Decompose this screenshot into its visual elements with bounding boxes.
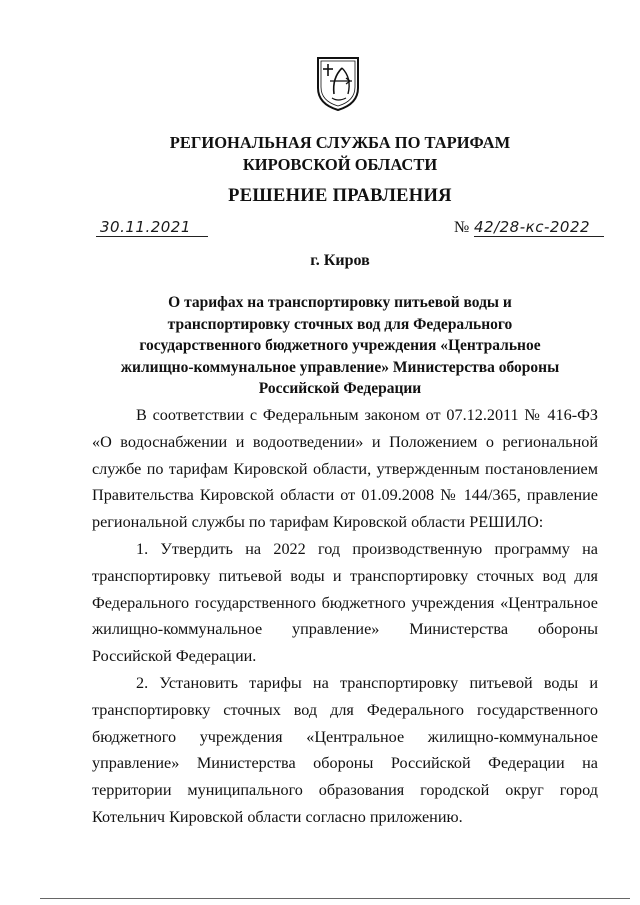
document-date-value: 30.11.2021 [100,218,191,236]
city: г. Киров [310,252,370,269]
number-underline [474,236,604,237]
coat-of-arms-icon [312,54,364,112]
document-type: РЕШЕНИЕ ПРАВЛЕНИЯ [228,186,452,206]
organization-name-line2: КИРОВСКОЙ ОБЛАСТИ [242,155,438,174]
number-sign: № [454,219,470,236]
item-1-paragraph: 1. Утвердить на 2022 год производственную программу на транспортировку питьевой воды и транспортировку сточных вод для Федерального государственного бюджетного учреждения «Центральное жилищно-коммунальное управление» Министерства обороны Российской Федерации. [92,539,598,666]
date-underline [96,236,208,237]
organization-name [80,132,600,176]
document-date [96,218,208,240]
document-number [454,218,604,240]
preamble-paragraph: В соответствии с Федеральным законом от 07.12.2011 № 416-ФЗ «О водоснабжении и водоотведении» и Положением о региональной службе по тарифам Кировской области, утвержденным постановлением Правительства Кировской области от 01.09.2008 № 144/365, правление региональной службы по тарифам Кировской области РЕШИЛО: [92,406,598,532]
document-number-value: 42/28-кс-2022 [474,218,591,236]
document-subject: О тарифах на транспортировку питьевой воды и транспортировку сточных вод для Федерального государственного бюджетного учреждения «Центральное жилищно-коммунальное управление» Министерства обороны Российской Федерации [120,294,560,397]
item-2-paragraph: 2. Установить тарифы на транспортировку питьевой воды и транспортировку сточных вод для Федерального государственного бюджетного учреждения «Центральное жилищно-коммунальное управление» Министерства обороны Российской Федерации на территории муниципального образования городской округ город Котельнич Кировской области согласно приложению. [92,673,598,826]
page-bottom-edge [40,898,630,899]
organization-name-line1: РЕГИОНАЛЬНАЯ СЛУЖБА ПО ТАРИФАМ [169,133,511,152]
document-body [92,402,598,831]
